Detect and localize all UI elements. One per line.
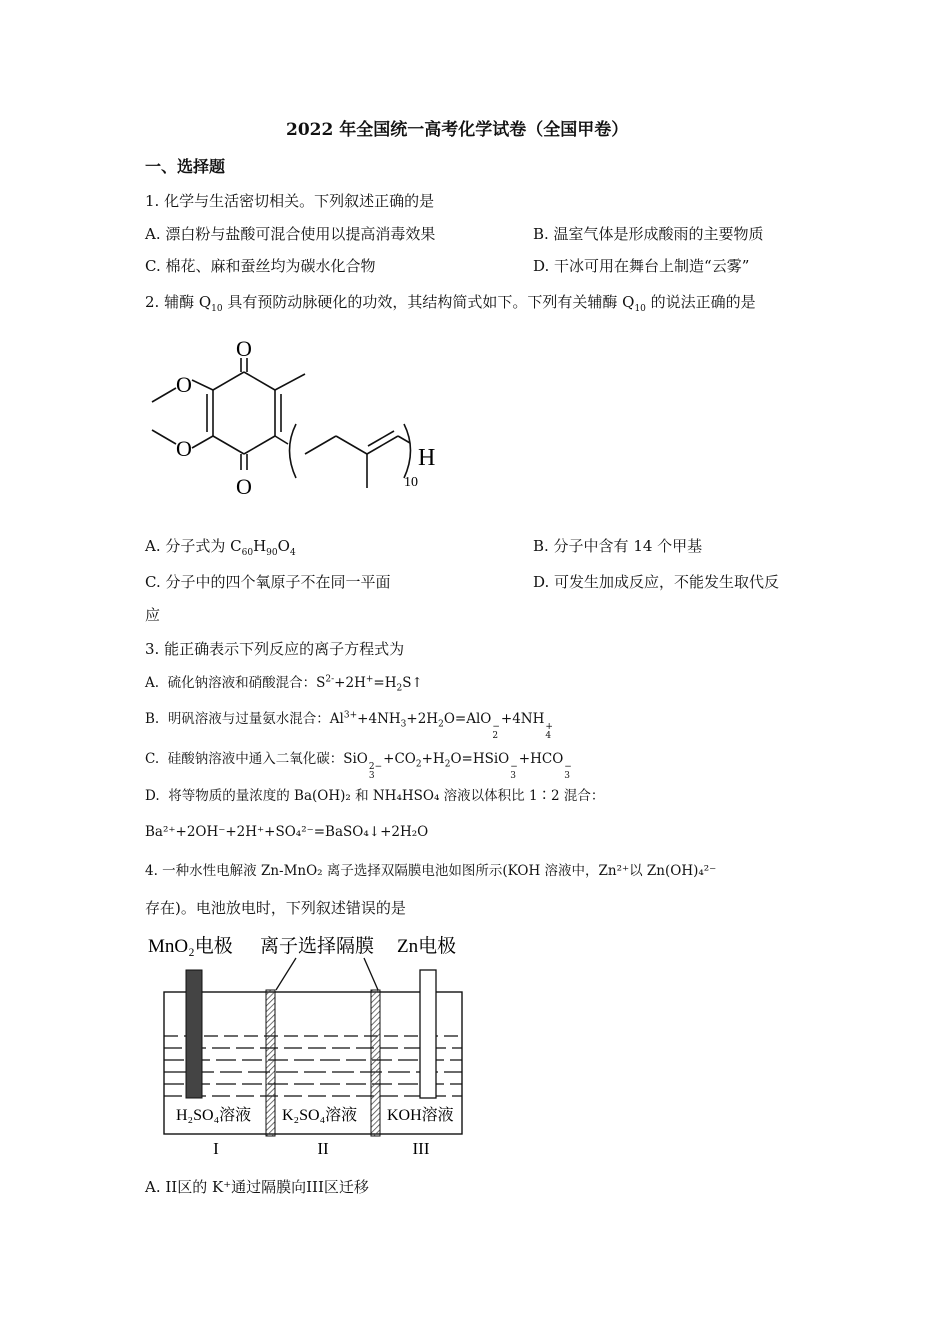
q4-stem-cont: 存在)。电池放电时，下列叙述错误的是 [145,899,406,917]
repeat-count: 10 [404,475,418,490]
q1-option-a[interactable]: A. 漂白粉与盐酸可混合使用以提高消毒效果 [145,225,436,243]
q3-stem: 3. 能正确表示下列反应的离子方程式为 [145,640,405,658]
q3-a-label: A. [145,675,160,691]
coenzyme-q10-structure [140,332,450,510]
h2so4-solution-label: H₂SO₄溶液 [176,1107,252,1124]
q1-option-c[interactable]: C. 棉花、麻和蚕丝均为碳水化合物 [145,257,376,275]
q2-a-hs: 90 [266,548,278,558]
q3-b-text: 明矾溶液与过量氨水混合：Al [167,711,344,727]
region-2-label: II [317,1139,329,1158]
methoxy-o-top: O [176,372,192,397]
section-heading: 一、选择题 [145,157,226,176]
q2-a-h: H [253,537,267,555]
k2so4-solution-label: K₂SO₄溶液 [282,1107,358,1124]
q2-a-pre: A. 分子式为 C [145,537,242,555]
q3-option-d[interactable] [145,786,604,806]
q2-sub-1: 10 [211,304,223,314]
zn-electrode [420,970,436,1098]
q2-option-a[interactable] [145,536,296,556]
q3-option-c[interactable]: C. 硅酸钠溶液中通入二氧化碳：SiO 2− 3 $+CO_2+H_2O=HSiO$ − 3 +HCO − 3 [145,751,572,781]
q2-stem-c: 的说法正确的是 [645,293,756,311]
q2-stem-a: 2. 辅酶 Q [145,293,212,311]
q3-option-b[interactable]: B. 明矾溶液与过量氨水混合：$Al^{3+}+4NH_3+2H_2O=AlO$ − 2 +4NH + 4 [145,710,553,741]
q2-sub-2: 10 [634,304,646,314]
q3-b-label: B. [145,711,160,727]
q2-option-b[interactable]: B. 分子中含有 14 个甲基 [533,537,703,555]
q3-d-label: D. [145,788,160,804]
zn-electrode-label: Zn电极 [397,936,457,957]
q3-c-text: 硅酸钠溶液中通入二氧化碳：SiO [167,751,368,767]
koh-solution-label: KOH溶液 [387,1107,454,1124]
q2-stem [145,292,756,312]
q1-option-b[interactable]: B. 温室气体是形成酸雨的主要物质 [533,225,764,243]
q3-d-text: 将等物质的量浓度的 Ba(OH)₂ 和 NH₄HSO₄ 溶液以体积比 1∶2 混合： [168,788,605,804]
region-3-label: III [412,1139,430,1158]
mno2-electrode [186,970,202,1098]
q4-option-a[interactable]: A. II区的 K⁺通过隔膜向III区迁移 [145,1178,369,1196]
carbonyl-o-bottom: O [236,474,252,499]
q4-stem: 4. 一种水性电解液 Zn-MnO₂ 离子选择双隔膜电池如图所示(KOH 溶液中，Zn²⁺以 Zn(OH)₄²⁻ [145,863,717,879]
q2-a-os: 4 [289,548,296,558]
membrane-right [371,990,380,1136]
q2-option-d-cont: 应 [145,606,161,624]
page-title: 2022 年全国统一高考化学试卷（全国甲卷） [286,120,629,140]
q2-a-o: O [277,537,290,555]
battery-diagram [140,928,480,1163]
q2-stem-b: 具有预防动脉硬化的功效，其结构简式如下。下列有关辅酶 Q [222,293,635,311]
mno2-electrode-label: MnO₂电极 [148,936,233,957]
membrane-label: 离子选择隔膜 [260,936,375,957]
q2-option-c[interactable]: C. 分子中的四个氧原子不在同一平面 [145,573,391,591]
terminal-h: H [418,445,436,471]
q3-c-label: C. [145,751,160,767]
q2-a-c: 60 [241,548,254,558]
carbonyl-o-top: O [236,336,252,361]
q2-option-d[interactable]: D. 可发生加成反应，不能发生取代反 [533,573,780,591]
q1-option-d[interactable]: D. 干冰可用在舞台上制造“云雾” [533,257,750,275]
q1-stem: 1. 化学与生活密切相关。下列叙述正确的是 [145,192,435,210]
q3-a-text: 硫化钠溶液和硝酸混合：S [167,675,326,691]
region-1-label: I [213,1139,219,1158]
q3-option-a[interactable]: A. 硫化钠溶液和硝酸混合：$S^{2-}+2H^+=H_2S↑$ [145,674,423,694]
membrane-left [266,990,275,1136]
q3-option-d-equation: Ba²⁺+2OH⁻+2H⁺+SO₄²⁻=BaSO₄↓+2H₂O [145,824,429,840]
methoxy-o-bottom: O [176,436,192,461]
